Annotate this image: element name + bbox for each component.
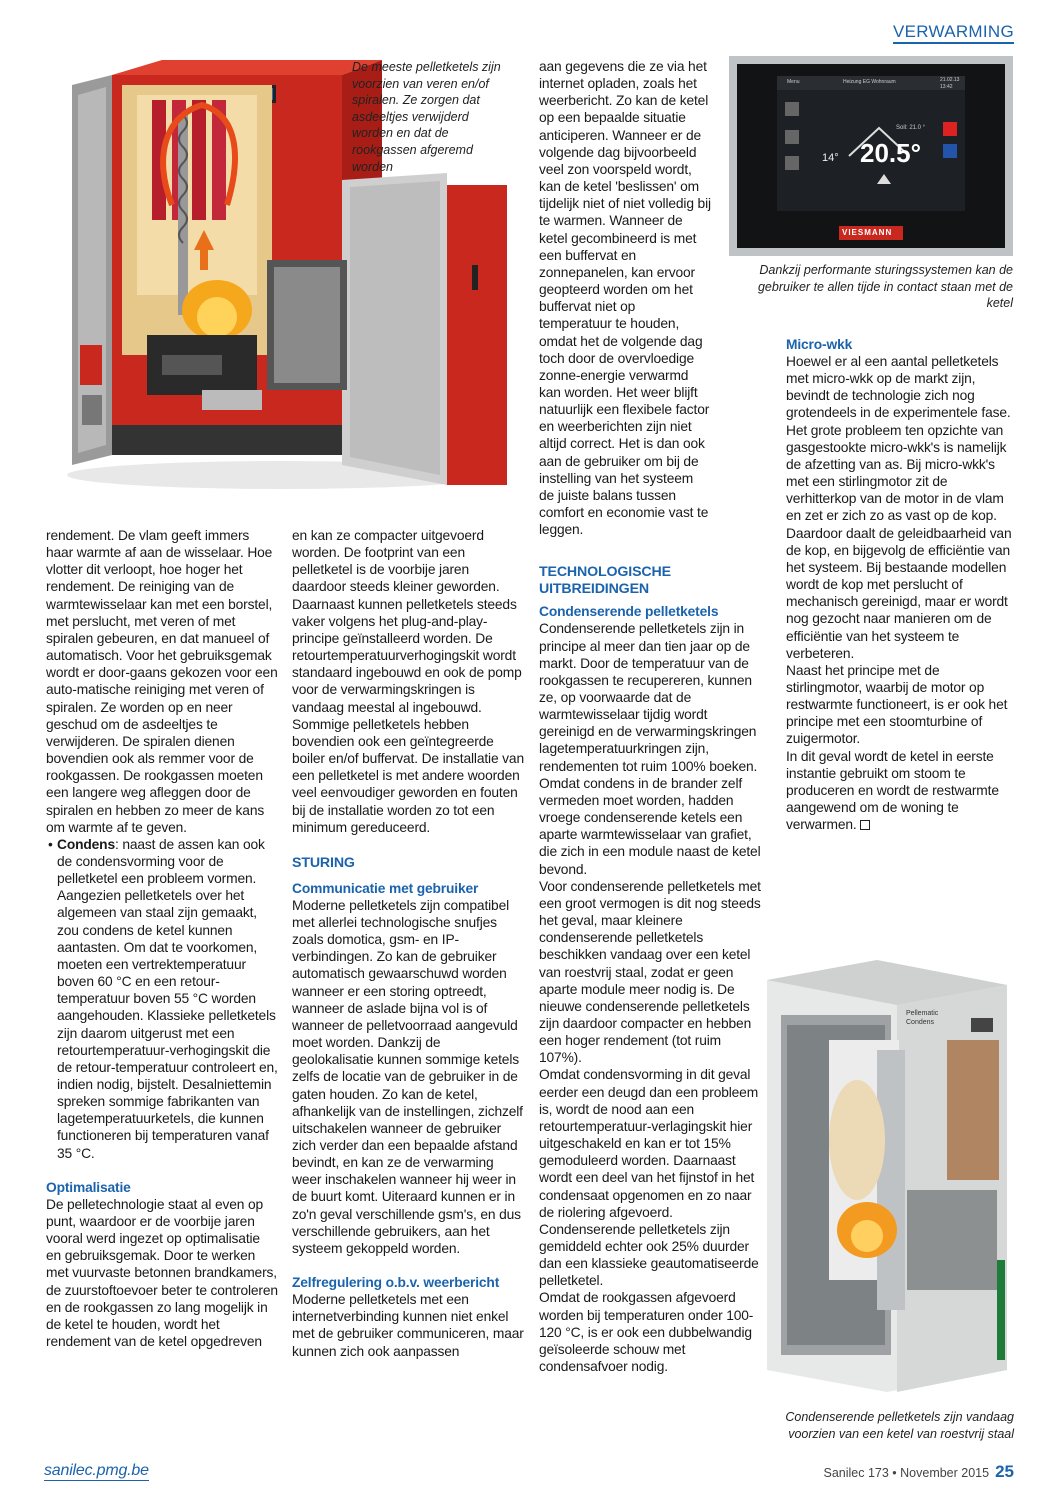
paragraph: Moderne pelletketels met een internetverbinding kunnen niet enkel met de gebruiker communiceren, maar kunnen zich ook aanpassen [292, 1292, 524, 1359]
paragraph: Voor condenserende pelletketels met een groot vermogen is dit nog steeds het geval, maar kleinere condenserende pelletketels beschikken vandaag over een ketel van roestvrij staal, zodat er geen aparte module meer nodig is. De nieuwe condenserende pelletketels zijn daardoor compacter en hebben een hoger rendement (tot ruim 107%). [539, 878, 761, 1066]
text-column-3 [539, 58, 765, 1375]
bullet-term: Condens [57, 836, 115, 852]
display-brand: VIESMANN [842, 228, 893, 237]
heading-sturing: STURING [292, 854, 355, 871]
paragraph: Condenserende pelletketels zijn in principe al meer dan tien jaar op de markt. Door de temperatuur van de rookgassen te recupereren, kunnen ze, op voorwaarde dat de warmtewisselaar tijdig wordt gereinigd en de verwarmingskringen lagetemperatuurkringen zijn, rendementen tot ruim 100% boeken. Omdat condens in de brander zelf vermeden moet worden, hadden vroege condenserende ketels een aparte warmtewisselaar van grafiet, die zich in een module naast de ketel bevond. [539, 621, 761, 877]
boiler-label-line1: Pellematic [906, 1010, 939, 1017]
bullet-item-condens [48, 836, 278, 1162]
paragraph-end [786, 748, 1012, 834]
footer-issue-text: Sanilec 173 • November 2015 [823, 1466, 990, 1480]
bullet-dot: • [48, 836, 53, 852]
footer-website-link[interactable]: sanilec.pmg.be [44, 1462, 149, 1479]
paragraph: Het grote probleem ten opzichte van gasgestookte micro-wkk's is namelijk de afzetting van as. Bij micro-wkk's met een stirlingmotor zit de verhitterkop van de motor in de vlam en zet er zich zo as vast op de kop. [786, 422, 1007, 524]
paragraph: Hoewel er al een aantal pelletketels met micro-wkk op de markt zijn, bevindt de technologie zich nog grotendeels in de experimentele fase. [786, 354, 1011, 421]
caption-condensing-boiler-image: Condenserende pelletketels zijn vandaag voorzien van een ketel van roestvrij staal [785, 1410, 1014, 1441]
heading-communicatie: Communicatie met gebruiker [292, 880, 479, 896]
paragraph: De pelletechnologie staat al even op punt, waardoor er de voorbije jaren vooral werd ingezet op optimalisatie en gebruiksgemak. Door te werken met vuurvaste betonnen brandkamers, de zuurstoftoevoer beter te controleren en de rookgassen zo lang mogelijk in de ketel te houden, wordt het rendement van de ketel opgedreven [46, 1196, 278, 1350]
boiler-label-line2: Condens [906, 1019, 935, 1026]
condensing-boiler-image [757, 930, 1015, 1395]
text-column-1 [46, 527, 278, 1350]
paragraph: Condenserende pelletketels zijn gemiddeld echter ook 25% duurder dan een klassieke geautomatiseerde pelletketel. [539, 1221, 759, 1289]
bullet-text: : naast de assen kan ook de condensvorming voor de pelletketel een probleem vormen. Aangezien pelletketels over het algemeen van staal zijn gemaakt, zou condens de ketel kunnen aantasten. Om dat te voorkomen, moeten een vertrektemperatuur boven 60 °C en een retour-temperatuur boven 55 °C worden aangehouden. Klassieke pelletketels zijn daarom uitgerust met een retourtemperatuur-verhogingskit die de retour-temperatuur controleert en, indien nodig, bijstelt. Desalniettemin spreken sommige fabrikanten van lagetemperatuurketels, die kunnen functioneren bij temperaturen vanaf 35 °C. [57, 836, 278, 1161]
heading-micro-wkk: Micro-wkk [786, 337, 853, 352]
paragraph: en kan ze compacter uitgevoerd worden. De footprint van een pelletketel is de voorbije jaren daardoor steeds kleiner geworden. Daarnaast kunnen pelletketels steeds vaker volgens het plug-and-play-principe geïnstalleerd worden. De retourtemperatuurverhogingskit wordt standaard ingebouwd en ook de pomp voor de verwarmingskringen is vandaag meestal al ingebouwd. Sommige pelletketels hebben bovendien ook een geïntegreerde boiler en/of buffervat. De installatie van een pelletketel is met andere woorden veel eenvoudiger geworden en fouten bij de installatie worden zo tot een minimum gereduceerd. [292, 528, 524, 835]
end-of-article-icon [860, 820, 870, 830]
heading-technologische-uitbreidingen: TECHNOLOGISCHE UITBREIDINGEN [539, 564, 671, 598]
paragraph: Moderne pelletketels zijn compatibel met allerlei technologische snufjes zoals domotica, gsm- en IP-verbindingen. Zo kan de gebruiker automatisch gewaarschuwd worden wanneer er een storing optreedt, wanneer de aslade bijna vol is of wanneer de pelletvoorraad aangevuld moet worden. Dankzij de geolokalisatie kunnen sommige ketels zelfs de locatie van de gebruiker in de gaten houden. Zo kan de ketel, afhankelijk van de instellingen, zichzelf uitschakelen wanneer de gebruiker zich verder dan een bepaalde afstand bevindt, en kan ze de verwarming weer inschakelen wanneer hij weer in de buurt komt. Uiteraard kunnen er in zo'n geval verschillende gsm's, en dus verschillende gebruikers, aan het systeem gekoppeld worden. [292, 897, 523, 1256]
display-time: 13:42 [940, 84, 953, 90]
display-title: Heizung EG Wohnraum [843, 79, 896, 85]
heading-optimalisatie: Optimalisatie [46, 1179, 131, 1195]
text-column-4 [786, 336, 1012, 833]
paragraph: aan gegevens die ze via het internet opladen, zoals het weerbericht. Zo kan de ketel op een bepaalde situatie anticiperen. Wanneer er de volgende dag bijvoorbeeld veel zon voorspeld wordt, kan de ketel 'beslissen' om tijdelijk niet of niet volledig bij te warmen. Wanneer de ketel gecombineerd is met een buffervat en zonnepanelen, kan ervoor geopteerd worden om het buffervat niet op temperatuur te houden, omdat het de volgende dag toch door de overvloedige zonne-energie verwarmd kan worden. Het weer blijft natuurlijk een flexibele factor en weerberichten zijn niet altijd correct. Het is dan ook aan de gebruiker om bij de instelling van het systeem de juiste balans tussen comfort en economie vast te leggen. [539, 59, 711, 538]
heading-zelfregulering: Zelfregulering o.b.v. weerbericht [292, 1275, 500, 1291]
caption-boiler-image: De meeste pelletketels zijn voorzien van veren en/of spiralen. Ze zorgen dat asdeeltjes verwijderd worden en dat de rookgassen afgeremd worden [352, 60, 501, 174]
page-number: 25 [995, 1462, 1014, 1481]
footer-issue [823, 1462, 1014, 1482]
display-date: 21.02.13 [940, 77, 960, 83]
paragraph: rendement. De vlam geeft immers haar warmte af aan de wisselaar. Hoe vlotter dit verloopt, hoe hoger het rendement. De reiniging van de warmtewisselaar kan met een borstel, met perslucht, met veren of met spiralen gebeuren, en dat manueel of automatisch. Voor het gebruiksgemak wordt er door-gaans gekozen voor een auto-matische reiniging met veren of spiralen. Ze worden op en neer geschud om de asdeeltjes te verwijderen. De spiralen dienen bovendien ook als remmer voor de rookgassen. De rookgassen moeten een langere weg afleggen door de spiralen en hebben zo meer de kans om warmte af te geven. [46, 528, 278, 835]
display-outdoor-temp: 14° [822, 152, 839, 164]
paragraph: Daardoor daalt de geleidbaarheid van de kop, en bijgevolg de efficiëntie van het systeem. Bij bestaande modellen wordt de kop met perslucht of mechanisch gereinigd, maar er wordt nog gezocht naar manieren om de efficiëntie van het systeem te verbeteren. [786, 525, 1012, 661]
section-label: VERWARMING [893, 22, 1014, 44]
paragraph: Omdat de rookgassen afgevoerd worden bij temperaturen onder 100-120 °C, is er ook een dubbelwandig geïsoleerde schouw met condensafvoer nodig. [539, 1290, 754, 1375]
display-menu-label: Menu [787, 79, 800, 85]
display-room-temp: 20.5° [860, 138, 922, 168]
paragraph: In dit geval wordt de ketel in eerste instantie gebruikt om stoom te produceren en wordt de restwarmte aangewend om de woning te verwarmen. [786, 748, 999, 833]
paragraph: Omdat condensvorming in dit geval eerder een deugd dan een probleem is, wordt de nood aan een retourtemperatuur-verlagingskit hier uitgeschakeld en kan er tot 15% gemoduleerd worden. Daarnaast wordt een deel van het fijnstof in het condensaat opgenomen en zo naar de riolering afgevoerd. [539, 1067, 759, 1220]
paragraph: Naast het principe met de stirlingmotor, waarbij de motor op restwarmte functioneert, is er ook het principe met een stoomturbine of zuigermotor. [786, 662, 1008, 747]
heading-condenserende-pelletketels: Condenserende pelletketels [539, 604, 719, 620]
display-setpoint: Soll: 21.0 ° [896, 125, 926, 131]
caption-display-image: Dankzij performante sturingssystemen kan de gebruiker te allen tijde in contact staan met de ketel [757, 263, 1013, 311]
text-column-2 [292, 527, 524, 1360]
